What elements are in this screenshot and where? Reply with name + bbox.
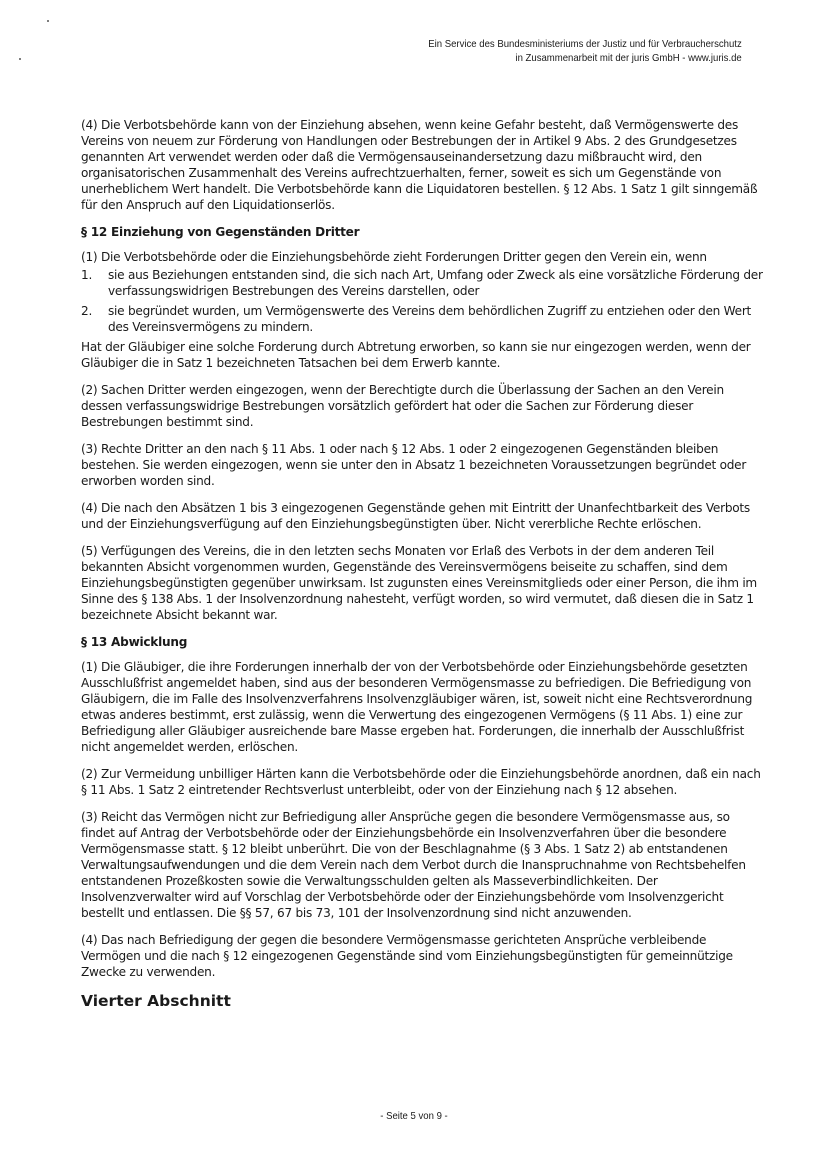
paragraph-12-2: (2) Sachen Dritter werden eingezogen, wenn der Berechtigte durch die Überlassung der Sachen an den Verein dessen verfassungswidrige Bestrebungen vorsätzlich gefördert hat oder die Sachen zur Förderung dieser Bestrebungen bestimmt sind.: [81, 383, 724, 429]
paragraph-12-1-tail: Hat der Gläubiger eine solche Forderung durch Abtretung erworben, so kann sie nur eingezogen werden, wenn der Gläubiger die in Satz 1 bezeichneten Tatsachen bei dem Erwerb kannte.: [81, 340, 751, 370]
list-item-number: 1.: [81, 268, 93, 282]
paragraph-11-4: (4) Die Verbotsbehörde kann von der Einziehung absehen, wenn keine Gefahr besteht, daß Vermögenswerte des Vereins von neuem zur Förderung von Handlungen oder Bestrebungen der in Artikel 9 Abs. 2 des Grundgesetzes genannten Art verwendet werden oder daß die Vermögensauseinandersetzung dazu mißbraucht wird, den organisatorischen Zusammenhalt des Vereins aufrechtzuerhalten, ferner, soweit es sich um Gegenstände von unerheblichem Wert handelt. Die Verbotsbehörde kann die Liquidatoren bestellen. § 12 Abs. 1 Satz 1 gilt sinngemäß für den Anspruch auf den Liquidationserlös.: [81, 118, 758, 212]
section-heading-vierter-abschnitt: Vierter Abschnitt: [81, 992, 231, 1010]
paragraph-12-1-list: [81, 267, 765, 335]
list-item-number: 2.: [81, 304, 93, 318]
page-footer: - Seite 5 von 9 -: [380, 1111, 448, 1122]
paragraph-12-5: (5) Verfügungen des Vereins, die in den letzten sechs Monaten vor Erlaß des Verbots in der dem anderen Teil bekannten Absicht vorgenommen wurden, Gegenstände des Vereinsvermögens beiseite zu schaffen, sind dem Einziehungsbegünstigten gegenüber unwirksam. Ist zugunsten eines Vereinsmitglieds oder einer Person, die ihm im Sinne des § 138 Abs. 1 der Insolvenzordnung nahesteht, verfügt worden, so wird vermutet, daß diesen die in Satz 1 bezeichnete Absicht bekannt war.: [81, 544, 757, 622]
paragraph-12-3: (3) Rechte Dritter an den nach § 11 Abs. 1 oder nach § 12 Abs. 1 oder 2 eingezogenen Gegenständen bleiben bestehen. Sie werden eingezogen, wenn sie unter den in Absatz 1 bezeichneten Voraussetzungen begründet oder erworben worden sind.: [81, 442, 747, 488]
list-item: [81, 303, 765, 335]
scan-speck: [19, 58, 21, 60]
page-header: [429, 38, 742, 66]
list-item: [81, 267, 765, 299]
paragraph-13-2: (2) Zur Vermeidung unbilliger Härten kann die Verbotsbehörde oder die Einziehungsbehörde anordnen, daß ein nach § 11 Abs. 1 Satz 2 eintretender Rechtsverlust unterbleibt, oder von der Einziehung nach § 12 absehen.: [81, 767, 761, 797]
paragraph-13-1: (1) Die Gläubiger, die ihre Forderungen innerhalb der von der Verbotsbehörde oder Einziehungsbehörde gesetzten Ausschlußfrist angemeldet haben, sind aus der besonderen Vermögensmasse zu befriedigen. Die Befriedigung von Gläubigern, die im Falle des Insolvenzverfahrens Insolvenzgläubiger wären, ist, soweit nicht eine Rechtsverordnung etwas anderes bestimmt, erst zulässig, wenn die Verwertung des eingezogenen Vermögens (§ 11 Abs. 1) eine zur Befriedigung aller Gläubiger ausreichende bare Masse ergeben hat. Forderungen, die innerhalb der Ausschlußfrist nicht angemeldet werden, erlöschen.: [81, 660, 753, 754]
section-12-heading: § 12 Einziehung von Gegenständen Dritter: [81, 225, 360, 239]
list-item-text: sie begründet wurden, um Vermögenswerte des Vereins dem behördlichen Zugriff zu entziehen oder den Wert des Vereinsvermögens zu mindern.: [108, 304, 752, 334]
paragraph-12-4: (4) Die nach den Absätzen 1 bis 3 eingezogenen Gegenstände gehen mit Eintritt der Unanfechtbarkeit des Verbots und der Einziehungsverfügung auf den Einziehungsbegünstigten über. Nicht vererbliche Rechte erlöschen.: [81, 501, 750, 531]
paragraph-12-1: (1) Die Verbotsbehörde oder die Einziehungsbehörde zieht Forderungen Dritter gegen den Verein ein, wenn: [81, 250, 707, 264]
document-body: [81, 117, 765, 1011]
paragraph-13-3: (3) Reicht das Vermögen nicht zur Befriedigung aller Ansprüche gegen die besondere Vermögensmasse aus, so findet auf Antrag der Verbotsbehörde oder der Einziehungsbehörde ein Insolvenzverfahren über die besondere Vermögensmasse statt. § 12 bleibt unberührt. Die von der Beschlagnahme (§ 3 Abs. 1 Satz 2) ab entstandenen Verwaltungsaufwendungen und die dem Verein nach dem Verbot durch die Inanspruchnahme von Rechtsbehelfen entstandenen Prozeßkosten sowie die Verwaltungsschulden gelten als Masseverbindlichkeiten. Der Insolvenzverwalter wird auf Vorschlag der Verbotsbehörde oder der Einziehungsbehörde vom Insolvenzgericht bestellt und entlassen. Die §§ 57, 67 bis 73, 101 der Insolvenzordnung sind nicht anzuwenden.: [81, 810, 746, 920]
paragraph-13-4: (4) Das nach Befriedigung der gegen die besondere Vermögensmasse gerichteten Ansprüche verbleibende Vermögen und die nach § 12 eingezogenen Gegenstände sind vom Einziehungsbegünstigten für gemeinnützige Zwecke zu verwenden.: [81, 933, 733, 979]
section-13-heading: § 13 Abwicklung: [81, 635, 188, 649]
header-line-1: Ein Service des Bundesministeriums der Justiz und für Verbraucherschutz: [428, 39, 742, 50]
list-item-text: sie aus Beziehungen entstanden sind, die sich nach Art, Umfang oder Zweck als eine vorsätzliche Förderung der verfassungswidrigen Bestrebungen des Vereins darstellen, oder: [108, 268, 763, 298]
header-line-2: in Zusammenarbeit mit der juris GmbH - www.juris.de: [515, 53, 742, 64]
scan-speck: [47, 20, 49, 22]
